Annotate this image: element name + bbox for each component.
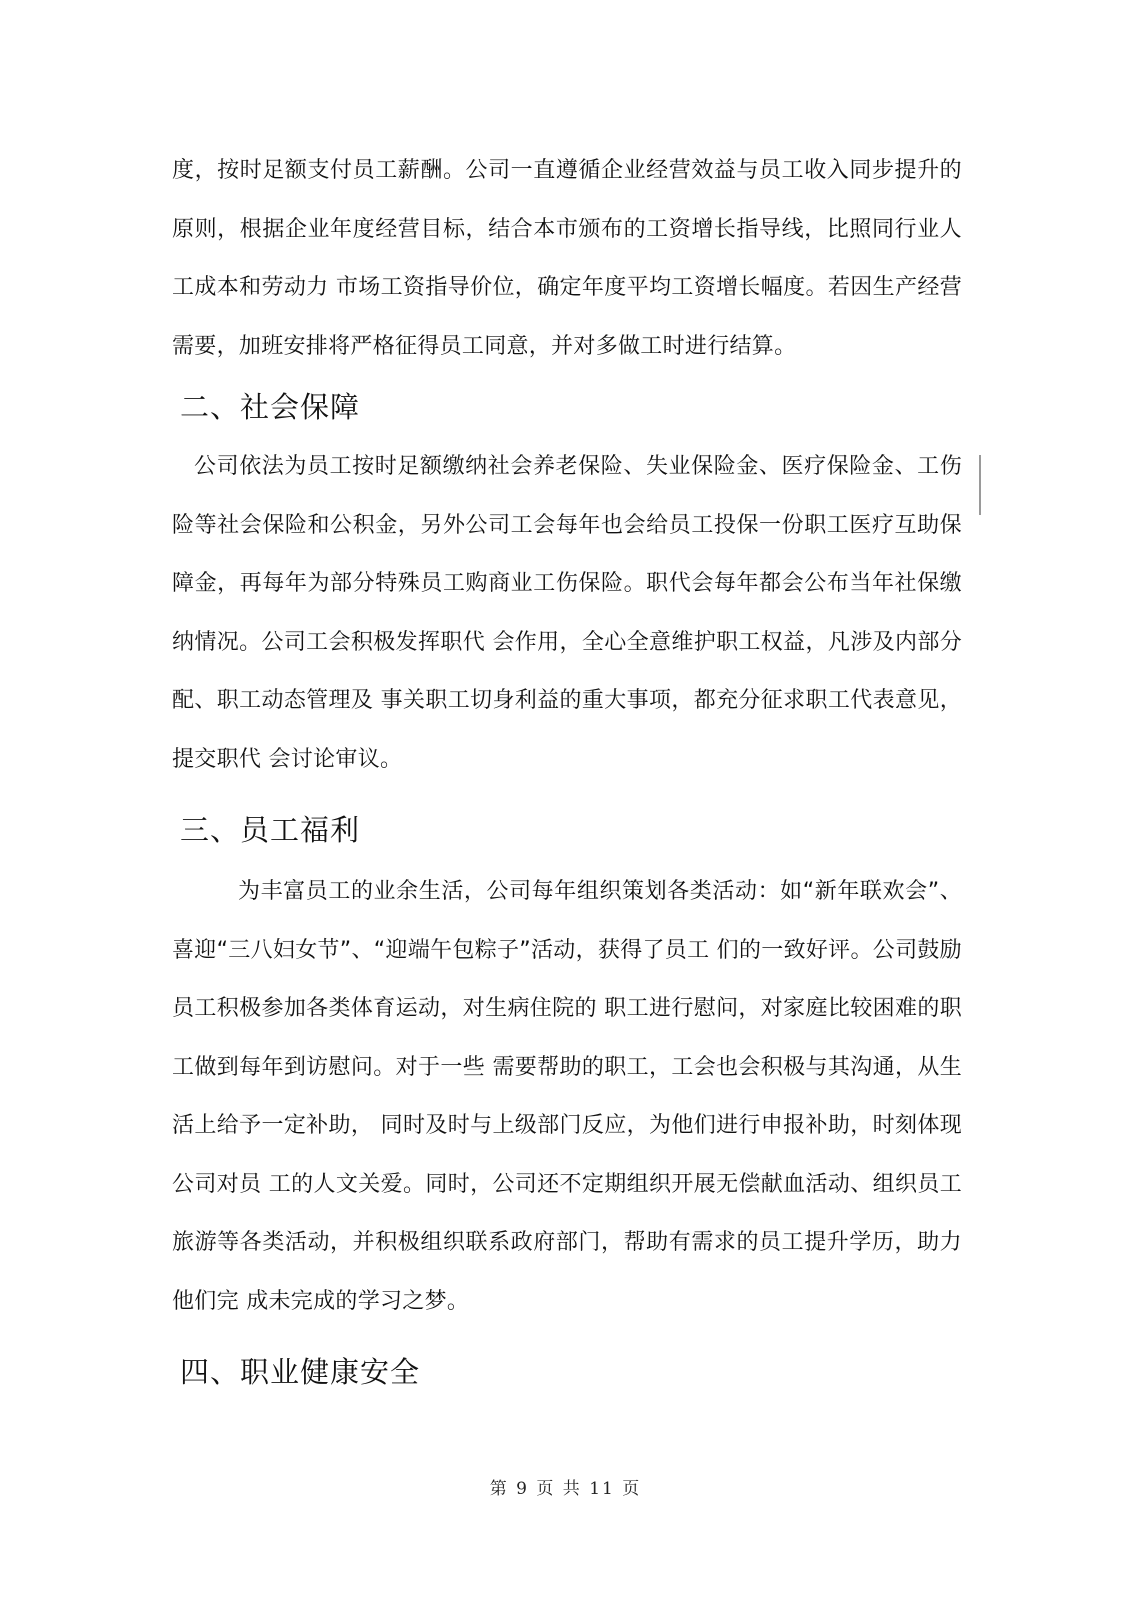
heading-occupational-health: 四、职业健康安全 [180,1355,421,1389]
heading-employee-welfare: 三、员工福利 [180,813,361,847]
paragraph-employee-welfare: 为丰富员工的业余生活，公司每年组织策划各类活动：如“新年联欢会”、喜迎“三八妇女节”、“迎端午包粽子”活动，获得了员工 们的一致好评。公司鼓励员工积极参加各类体育运动，对生病住院的 职工进行慰问，对家庭比较困难的职工做到每年到访慰问。对于一些 需要帮助的职工，工会也会积极与其沟通，从生活上给予一定补助， 同时及时与上级部门反应，为他们进行申报补助，时刻体现公司对员 工的人文关爱。同时，公司还不定期组织开展无偿献血活动、组织员工旅游等各类活动，并积极组织联系政府部门，帮助有需求的员工提升学历，助力他们完 成未完成的学习之梦。 [172,879,962,1314]
heading-social-security: 二、社会保障 [180,390,361,424]
paragraph-social-security: 公司依法为员工按时足额缴纳社会养老保险、失业保险金、医疗保险金、工伤险等社会保险和公积金，另外公司工会每年也会给员工投保一份职工医疗互助保障金，再每年为部分特殊员工购商业工伤保险。职代会每年都会公布当年社保缴纳情况。公司工会积极发挥职代 会作用，全心全意维护职工权益，凡涉及内部分配、职工动态管理及 事关职工切身利益的重大事项，都充分征求职工代表意见，提交职代 会讨论审议。 [172,454,962,772]
page-number-footer: 第 9 页 共 11 页 [489,1479,642,1499]
margin-change-bar [979,455,981,515]
paragraph-salary: 度，按时足额支付员工薪酬。公司一直遵循企业经营效益与员工收入同步提升的原则，根据企业年度经营目标，结合本市颁布的工资增长指导线，比照同行业人工成本和劳动力 市场工资指导价位，确定年度平均工资增长幅度。若因生产经营需要，加班安排将严格征得员工同意，并对多做工时进行结算。 [172,158,962,359]
page-content [172,142,962,1399]
